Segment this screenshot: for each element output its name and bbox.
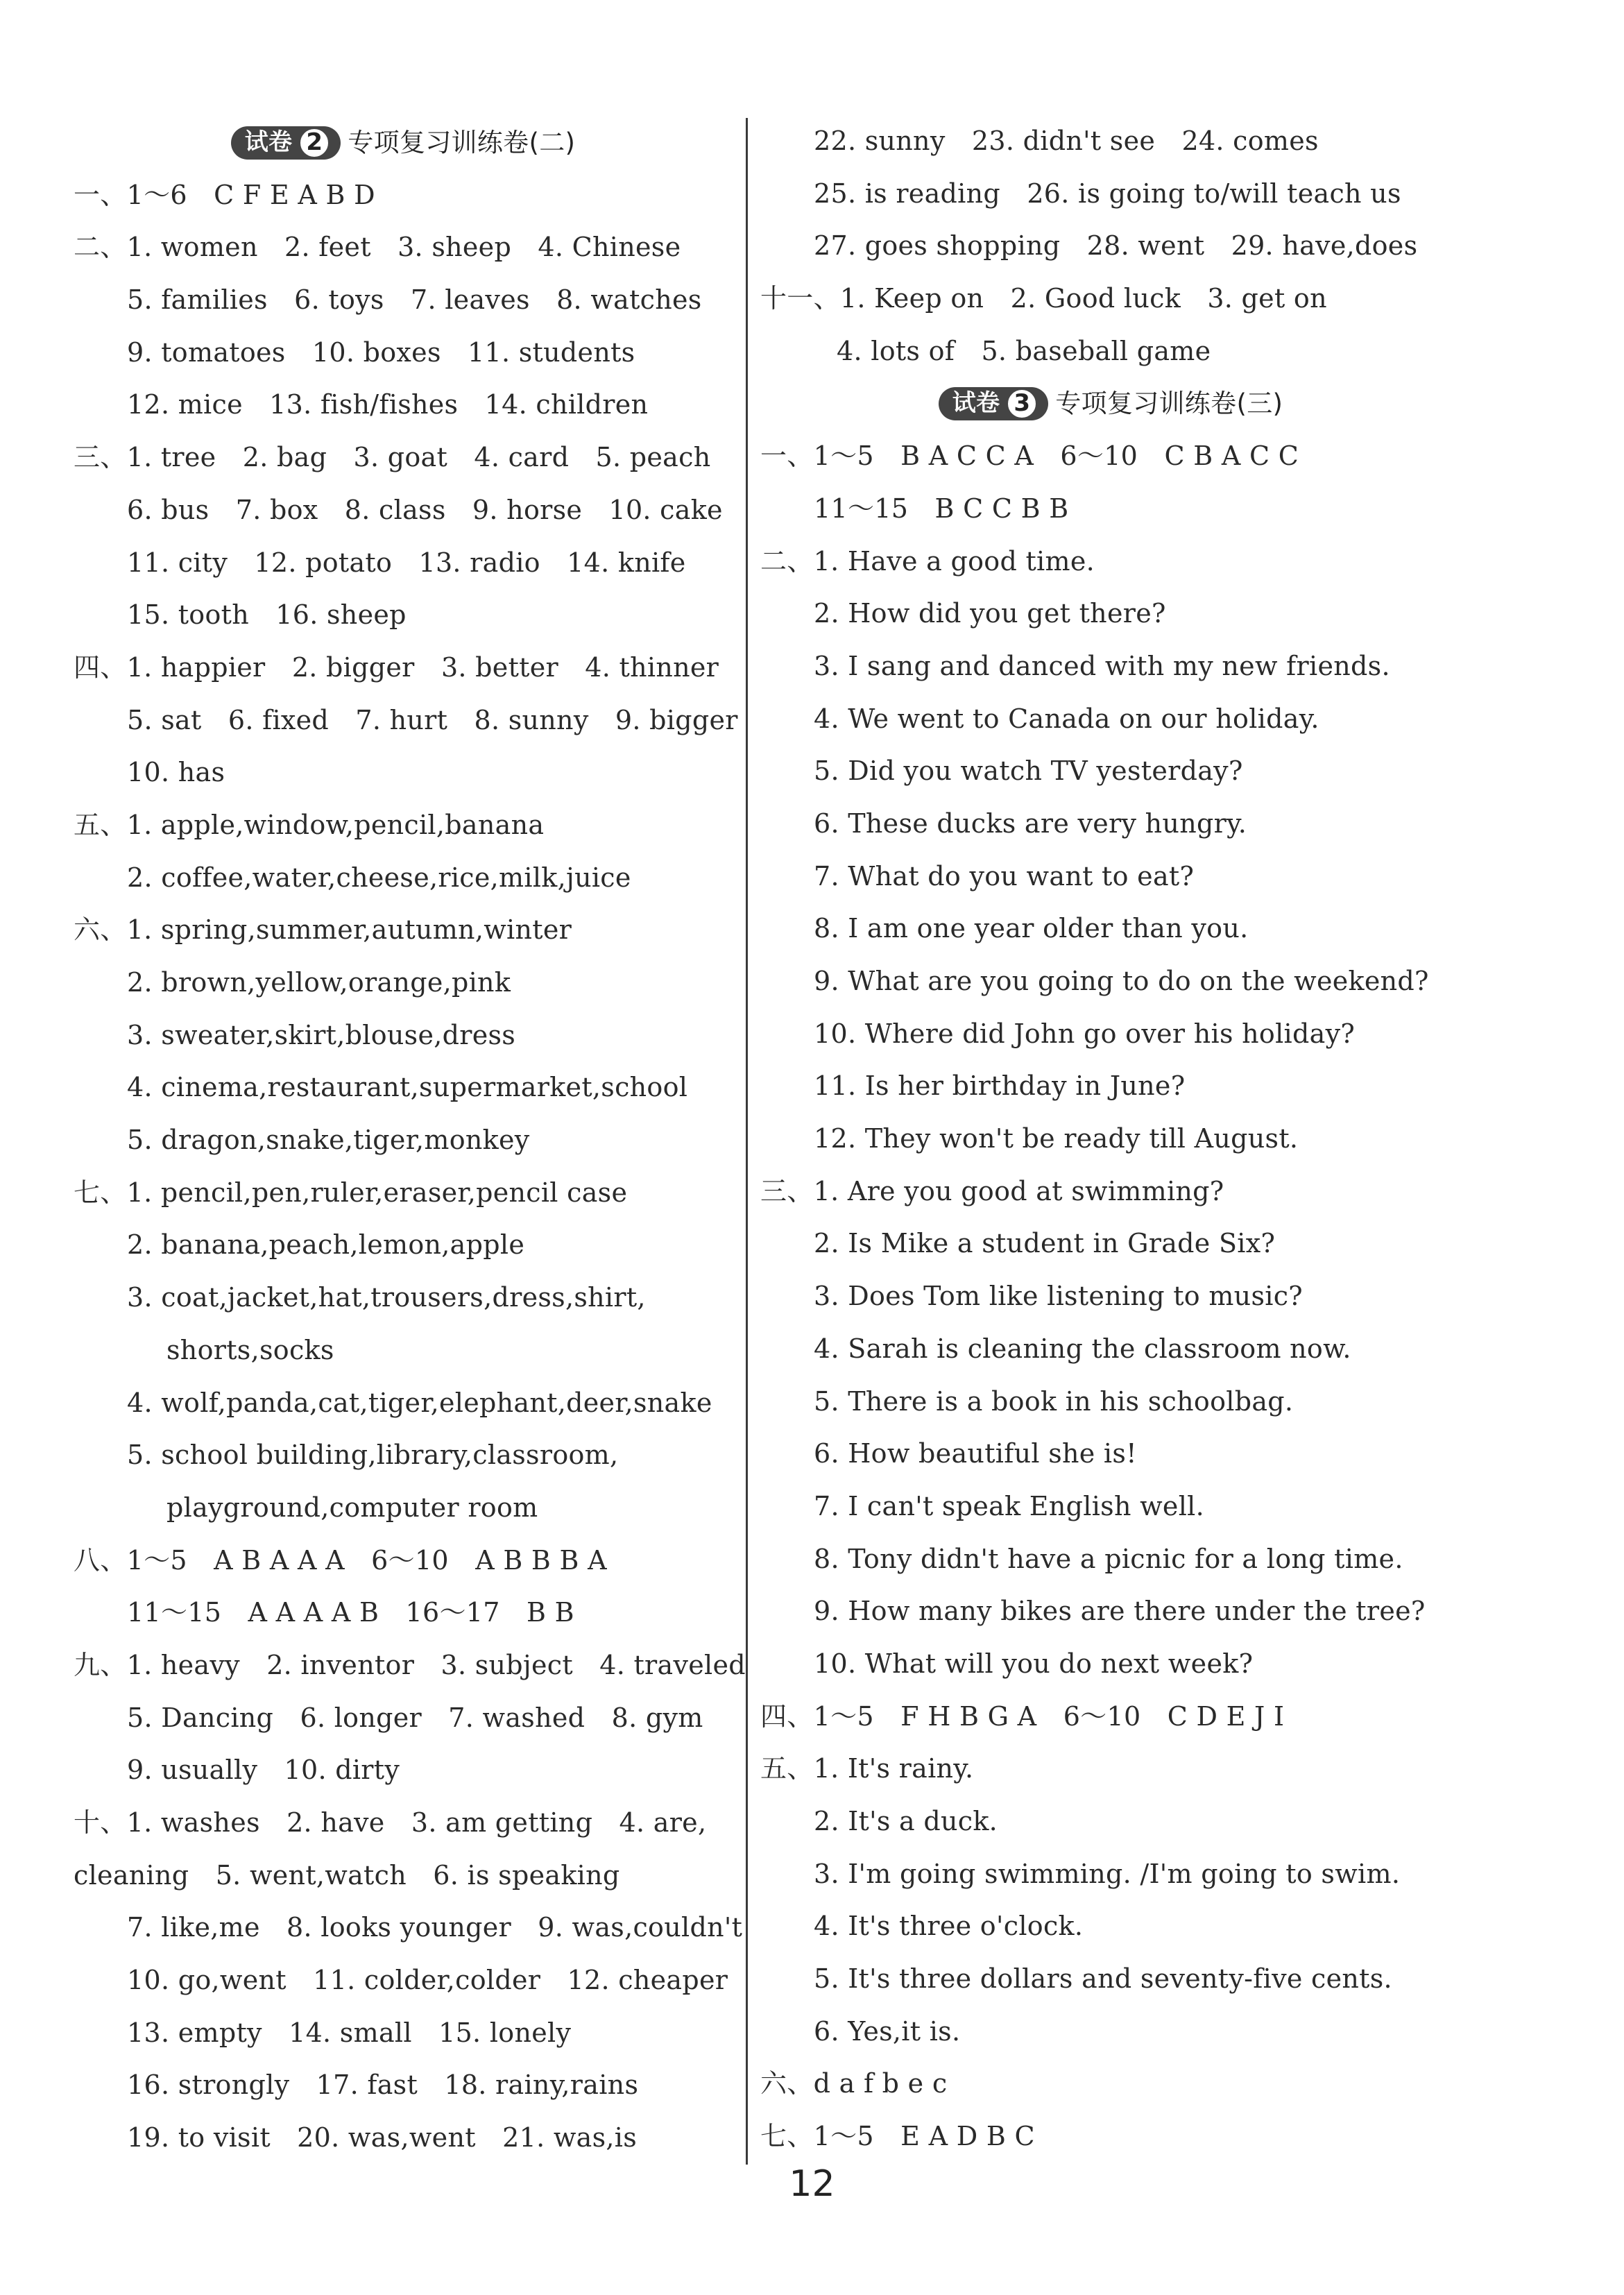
answer-line: 2. brown,yellow,orange,pink	[127, 967, 511, 998]
answer-line: 10. go,went 11. colder,colder 12. cheaper	[127, 1965, 728, 1996]
section-title: 专项复习训练卷(三)	[1055, 389, 1283, 419]
answer-line: 五、1. apple,window,pencil,banana	[74, 809, 545, 840]
badge-number: 2	[298, 126, 331, 160]
answer-line: 8. I am one year older than you.	[814, 913, 1249, 944]
answer-line: 19. to visit 20. was,went 21. was,is	[127, 2122, 638, 2153]
answer-line: 五、1. It's rainy.	[760, 1753, 974, 1784]
answer-line: 一、1～6 C F E A B D	[74, 179, 375, 210]
answer-line: 7. I can't speak English well.	[814, 1490, 1205, 1521]
answer-line: 9. What are you going to do on the weekend?	[814, 966, 1429, 996]
answer-line: 27. goes shopping 28. went 29. have,does	[814, 230, 1418, 262]
answer-line: 4. It's three o'clock.	[814, 1911, 1084, 1942]
answer-line: 22. sunny 23. didn't see 24. comes	[814, 126, 1319, 156]
answer-line: 十一、1. Keep on 2. Good luck 3. get on	[760, 283, 1327, 314]
exam-badge	[939, 387, 1049, 420]
answer-line: 3. Does Tom like listening to music?	[814, 1281, 1303, 1312]
badge-label: 试卷	[244, 128, 293, 156]
answer-line: 10. Where did John go over his holiday?	[814, 1018, 1356, 1049]
right-column	[760, 115, 1461, 2163]
answer-line: 11. Is her birthday in June?	[814, 1070, 1186, 1102]
answer-line: 25. is reading 26. is going to/will teach us	[814, 178, 1401, 209]
section-header-2	[74, 117, 733, 169]
section-header-3	[760, 377, 1461, 430]
answer-line: 3. sweater,skirt,blouse,dress	[127, 1019, 516, 1050]
answer-line: 6. These ducks are very hungry.	[814, 808, 1247, 839]
answer-line: 9. tomatoes 10. boxes 11. students	[127, 336, 635, 368]
answer-line: 八、1～5 A B A A A 6～10 A B B B A	[74, 1544, 607, 1576]
answer-line: 15. tooth 16. sheep	[127, 599, 407, 631]
answer-line: 5. There is a book in his schoolbag.	[814, 1385, 1294, 1417]
answer-line: 4. Sarah is cleaning the classroom now.	[814, 1333, 1351, 1364]
answer-line: 7. like,me 8. looks younger 9. was,couldn't	[127, 1912, 743, 1943]
answer-line: 5. families 6. toys 7. leaves 8. watches	[127, 284, 702, 316]
answer-line: 三、1. Are you good at swimming?	[760, 1175, 1224, 1206]
answer-line: 5. Did you watch TV yesterday?	[814, 756, 1243, 787]
answer-line: 六、d a f b e c	[760, 2068, 948, 2099]
answer-line: 2. How did you get there?	[814, 598, 1166, 629]
answer-line: 16. strongly 17. fast 18. rainy,rains	[127, 2070, 639, 2101]
answer-line: 10. What will you do next week?	[814, 1648, 1254, 1679]
answer-line: 4. We went to Canada on our holiday.	[814, 703, 1319, 734]
answer-line: 七、1～5 E A D B C	[760, 2121, 1035, 2152]
answer-line: 12. mice 13. fish/fishes 14. children	[127, 389, 649, 420]
answer-line: shorts,socks	[166, 1334, 334, 1365]
answer-line: 2. Is Mike a student in Grade Six?	[814, 1228, 1276, 1259]
answer-line: 9. usually 10. dirty	[127, 1755, 400, 1786]
answer-line: 8. Tony didn't have a picnic for a long time.	[814, 1543, 1403, 1574]
answer-line: 5. It's three dollars and seventy-five cents.	[814, 1963, 1392, 1995]
answer-line: 2. banana,peach,lemon,apple	[127, 1229, 525, 1261]
badge-label: 试卷	[952, 389, 1000, 418]
answer-line: 3. I sang and danced with my new friends.	[814, 650, 1390, 681]
answer-line: 六、1. spring,summer,autumn,winter	[74, 914, 572, 946]
answer-line: 7. What do you want to eat?	[814, 860, 1195, 891]
section-title: 专项复习训练卷(二)	[348, 128, 576, 157]
answer-line: 10. has	[127, 757, 225, 788]
answer-line: 6. How beautiful she is!	[814, 1438, 1137, 1469]
answer-line: 四、1. happier 2. bigger 3. better 4. thinner	[74, 651, 719, 683]
answer-line: 一、1～5 B A C C A 6～10 C B A C C	[760, 441, 1299, 472]
answer-line: 9. How many bikes are there under the tree?	[814, 1596, 1426, 1627]
answer-line: playground,computer room	[166, 1492, 538, 1523]
answer-line: 九、1. heavy 2. inventor 3. subject 4. traveled	[74, 1649, 746, 1680]
left-column	[74, 117, 746, 2165]
answer-line: 11～15 A A A A B 16～17 B B	[127, 1597, 574, 1628]
answer-line: 十、1. washes 2. have 3. am getting 4. are,	[74, 1807, 707, 1838]
answer-line: 3. coat,jacket,hat,trousers,dress,shirt,	[127, 1282, 646, 1313]
answer-line: 13. empty 14. small 15. lonely	[127, 2017, 572, 2048]
answer-line: 4. lots of 5. baseball game	[837, 335, 1211, 366]
answer-line: 三、1. tree 2. bag 3. goat 4. card 5. peach	[74, 442, 711, 473]
answer-line: 12. They won't be ready till August.	[814, 1123, 1299, 1154]
answer-line: 二、1. Have a good time.	[760, 545, 1095, 577]
page-number: 12	[789, 2163, 835, 2205]
answer-line: 2. coffee,water,cheese,rice,milk,juice	[127, 862, 631, 893]
answer-line: 3. I'm going swimming. /I'm going to swim.	[814, 1858, 1401, 1889]
answer-line: 七、1. pencil,pen,ruler,eraser,pencil case	[74, 1177, 628, 1208]
answer-line: 2. It's a duck.	[814, 1806, 998, 1836]
answer-line: 5. sat 6. fixed 7. hurt 8. sunny 9. bigger	[127, 704, 738, 735]
badge-number: 3	[1005, 387, 1038, 420]
answer-line: 5. dragon,snake,tiger,monkey	[127, 1125, 530, 1156]
answer-line: 5. school building,library,classroom,	[127, 1440, 619, 1471]
answer-line: 四、1～5 F H B G A 6～10 C D E J I	[760, 1700, 1285, 1732]
answer-line: 11. city 12. potato 13. radio 14. knife	[127, 547, 686, 578]
column-divider	[746, 118, 748, 2165]
answer-line: 二、1. women 2. feet 3. sheep 4. Chinese	[74, 232, 681, 263]
answer-line: cleaning 5. went,watch 6. is speaking	[74, 1859, 620, 1891]
answer-line: 4. wolf,panda,cat,tiger,elephant,deer,snake	[127, 1387, 712, 1418]
answer-line: 4. cinema,restaurant,supermarket,school	[127, 1072, 688, 1103]
answer-line: 11～15 B C C B B	[814, 493, 1069, 524]
answer-line: 5. Dancing 6. longer 7. washed 8. gym	[127, 1702, 703, 1733]
exam-badge	[231, 126, 341, 160]
answer-line: 6. Yes,it is.	[814, 2015, 961, 2047]
answer-line: 6. bus 7. box 8. class 9. horse 10. cake	[127, 494, 723, 525]
